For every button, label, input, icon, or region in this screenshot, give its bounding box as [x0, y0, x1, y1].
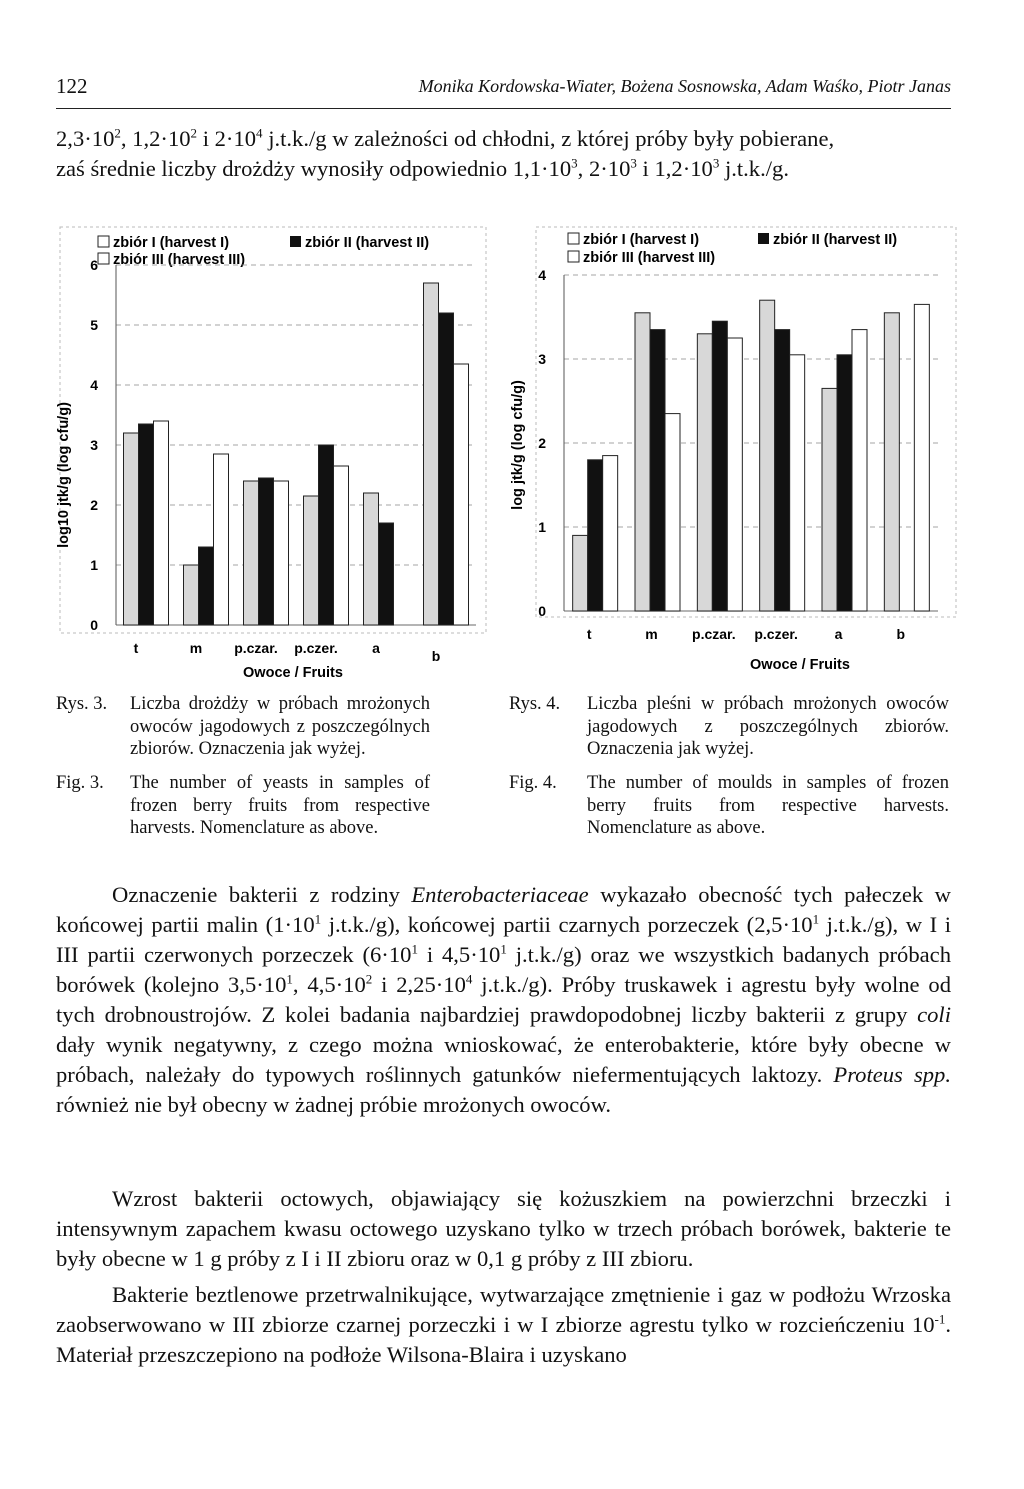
bar-m-harvest3: [214, 454, 229, 625]
bar-p.czar.-harvest2: [712, 321, 727, 611]
body-text: również nie był obecny w żadnej próbie mrożonych owoców.: [56, 1092, 612, 1117]
body-text: Bakterie beztlenowe przetrwalnikujące, wytwarzające zmętnienie i gaz w podłożu Wrzoska zaobserwowano w III zbiorze czarnej porzeczki i w I zbiorze agrestu tylko w rozcieńczeniu 10: [56, 1282, 951, 1337]
bar-p.czar.-harvest1: [697, 334, 712, 611]
intro-text: 2,3·10: [56, 126, 115, 151]
bar-a-harvest3: [852, 330, 867, 611]
bar-p.czar.-harvest3: [727, 338, 742, 611]
gridlines: [116, 265, 476, 625]
running-head-authors: Monika Kordowska-Wiater, Bożena Sosnowska, Adam Waśko, Piotr Janas: [418, 76, 951, 96]
y-tick-label: 2: [90, 497, 98, 513]
legend-swatch-harvest2: [758, 233, 769, 244]
bar-p.czer.-harvest1: [304, 496, 319, 625]
intro-sup: 3: [571, 155, 578, 171]
body-text: j.t.k./g) oraz we wszystkich badanych próbach borówek (kolejno 3,5·10: [56, 942, 952, 997]
bar-p.czer.-harvest1: [760, 300, 775, 611]
body-sup: 1: [411, 941, 418, 957]
caption-text: Liczba drożdży w próbach mrożonych owoców jagodowych z poszczególnych zbiorów. Oznaczenia jak wyżej.: [130, 694, 430, 759]
body-sup: 4: [465, 971, 473, 987]
x-tick-label: p.czer.: [294, 640, 338, 656]
body-text: dały wynik negatywny, z czego można wnioskować, że enterobakterie, które były obecne w próbach, należały do typowych roślinnych gatunków niefermentujących laktozy.: [56, 1032, 951, 1087]
y-tick-label: 1: [538, 519, 546, 535]
y-tick-labels: [538, 267, 546, 619]
y-tick-label: 5: [90, 317, 98, 333]
caption-label: Rys. 3.: [56, 694, 108, 714]
legend-swatch-harvest2: [290, 236, 301, 247]
legend-swatch-harvest3: [568, 251, 579, 262]
x-tick-label: p.czar.: [234, 640, 278, 656]
page-number: 122: [56, 74, 88, 98]
caption-label: Rys. 4.: [509, 694, 561, 714]
body-italic: Proteus spp.: [833, 1062, 951, 1087]
intro-sup: 3: [630, 155, 637, 171]
y-tick-label: 1: [90, 557, 98, 573]
body-italic: coli: [917, 1002, 951, 1027]
bar-m-harvest3: [665, 414, 680, 611]
bar-t-harvest1: [573, 535, 588, 611]
x-tick-label: m: [189, 640, 203, 656]
bar-p.czer.-harvest3: [334, 466, 349, 625]
body-paragraph-3: [56, 1280, 951, 1370]
bar-p.czar.-harvest3: [274, 481, 289, 625]
caption-text: The number of yeasts in samples of frozen berry fruits from respective harvests. Nomenclature as above.: [130, 773, 430, 838]
intro-text: i 2·10: [197, 126, 257, 151]
body-paragraph-1: [56, 880, 951, 1120]
body-text: j.t.k./g), w I i III partii czerwonych porzeczek (6·10: [56, 912, 951, 967]
bar-t-harvest3: [603, 456, 618, 611]
x-tick-label: b: [896, 626, 906, 642]
bar-a-harvest1: [364, 493, 379, 625]
bar-m-harvest1: [184, 565, 199, 625]
y-tick-label: 0: [538, 603, 546, 619]
mould-chart: [500, 225, 960, 685]
mould-chart-svg: [500, 225, 960, 685]
body-text: wykazało obecność tych pałeczek w końcowej partii malin (1·10: [56, 882, 951, 937]
intro-sup: 2: [114, 125, 121, 141]
y-tick-label: 6: [90, 257, 98, 273]
x-axis-label: Owoce / Fruits: [750, 657, 850, 673]
y-axis-label: log jtk/g (log cfu/g): [510, 380, 526, 510]
bar-t-harvest1: [124, 433, 139, 625]
intro-text: , 2·10: [577, 156, 631, 181]
caption-text: The number of moulds in samples of frozen berry fruits from respective harvests. Nomenclature as above.: [587, 773, 949, 838]
y-axis-label: log10 jtk/g (log cfu/g): [56, 402, 72, 548]
legend-label-harvest3: zbiór III (harvest III): [113, 252, 246, 268]
bar-m-harvest1: [635, 313, 650, 611]
bars: [124, 283, 469, 625]
page-header: [56, 74, 951, 109]
bar-t-harvest2: [588, 460, 603, 611]
x-tick-label: b: [431, 648, 441, 664]
legend-label-harvest2: zbiór II (harvest II): [773, 232, 898, 248]
body-text: Oznaczenie bakterii z rodziny: [112, 882, 412, 907]
body-text: j.t.k./g), końcowej partii czarnych porzeczek (2,5·10: [321, 912, 813, 937]
y-tick-label: 4: [538, 267, 546, 283]
body-sup: 1: [500, 941, 507, 957]
x-axis-label: Owoce / Fruits: [243, 665, 343, 681]
body-sup: -1: [934, 1311, 946, 1327]
y-tick-label: 2: [538, 435, 546, 451]
legend-swatch-harvest1: [98, 236, 109, 247]
y-tick-label: 3: [90, 437, 98, 453]
legend-swatch-harvest1: [568, 233, 579, 244]
bar-m-harvest2: [199, 547, 214, 625]
x-tick-label: a: [834, 626, 843, 642]
bar-t-harvest2: [139, 424, 154, 625]
x-tick-labels: [134, 640, 441, 664]
bar-b-harvest1: [424, 283, 439, 625]
bar-p.czar.-harvest2: [259, 478, 274, 625]
body-sup: 1: [314, 911, 322, 927]
y-tick-label: 3: [538, 351, 546, 367]
fig3-caption-pl: [56, 693, 496, 763]
yeast-chart-svg: [50, 225, 490, 685]
x-tick-label: t: [586, 626, 592, 642]
body-sup: 1: [812, 911, 820, 927]
x-tick-label: t: [133, 640, 139, 656]
body-sup: 1: [286, 971, 293, 987]
fig4-caption-en: [509, 772, 959, 842]
body-text: j.t.k./g). Próby truskawek i agrestu były wolne od tych drobnoustrojów. Z kolei badania najbardziej prawdopodobnej liczby bakterii z grupy: [56, 972, 951, 1027]
body-paragraph-2: Wzrost bakterii octowych, objawiający się kożuszkiem na powierzchni brzeczki i intensywnym zapachem kwasu octowego uzyskano tylko w trzech próbach borówek, bakterie te były obecne w 1 g próby z I i II zbioru oraz w 0,1 g próby z III zbioru.: [56, 1186, 951, 1271]
bar-a-harvest1: [822, 388, 837, 611]
legend-label-harvest2: zbiór II (harvest II): [305, 235, 430, 251]
legend-label-harvest1: zbiór I (harvest I): [113, 235, 230, 251]
body-text: i 2,25·10: [372, 972, 466, 997]
fig4-caption-pl: [509, 693, 959, 763]
intro-text: j.t.k./g w zależności od chłodni, z której próby były pobierane,: [262, 126, 835, 151]
y-tick-label: 0: [90, 617, 98, 633]
y-tick-labels: [90, 257, 98, 633]
body-text: i 4,5·10: [417, 942, 501, 967]
caption-label: Fig. 3.: [56, 773, 104, 793]
intro-text: i 1,2·10: [636, 156, 713, 181]
x-tick-label: a: [372, 640, 380, 656]
intro-text: zaś średnie liczby drożdży wynosiły odpowiednio 1,1·10: [56, 156, 572, 181]
body-sup: 2: [365, 971, 373, 987]
intro-sup: 4: [256, 125, 263, 141]
caption-label: Fig. 4.: [509, 773, 557, 793]
legend-label-harvest1: zbiór I (harvest I): [583, 232, 700, 248]
body-text: . Materiał przeszczepiono na podłoże Wilsona-Blaira i uzyskano: [56, 1312, 951, 1367]
body-text: , 4,5·10: [292, 972, 366, 997]
bar-b-harvest3: [454, 364, 469, 625]
intro-sup: 2: [190, 125, 198, 141]
x-tick-label: p.czar.: [692, 626, 736, 642]
bar-a-harvest2: [379, 523, 394, 625]
legend-swatch-harvest3: [98, 253, 109, 264]
x-tick-label: p.czer.: [754, 626, 798, 642]
body-italic: Enterobacteriaceae: [411, 882, 589, 907]
gridlines: [564, 275, 938, 611]
bar-p.czer.-harvest3: [790, 355, 805, 611]
bar-b-harvest2: [439, 313, 454, 625]
bar-b-harvest1: [884, 313, 899, 611]
intro-text: j.t.k./g.: [719, 156, 789, 181]
bar-p.czer.-harvest2: [319, 445, 334, 625]
yeast-chart: [50, 225, 490, 685]
x-tick-labels: [587, 626, 905, 642]
legend-label-harvest3: zbiór III (harvest III): [583, 250, 716, 266]
bars: [573, 300, 930, 611]
intro-paragraph: [56, 124, 951, 184]
bar-a-harvest2: [837, 355, 852, 611]
bar-t-harvest3: [154, 421, 169, 625]
bar-m-harvest2: [650, 330, 665, 611]
intro-sup: 3: [712, 155, 720, 171]
bar-p.czar.-harvest1: [244, 481, 259, 625]
y-tick-label: 4: [90, 377, 98, 393]
bar-b-harvest3: [914, 304, 929, 611]
caption-text: Liczba pleśni w próbach mrożonych owoców jagodowych z poszczególnych zbiorów. Oznaczenia jak wyżej.: [587, 694, 949, 759]
x-tick-label: m: [645, 626, 658, 642]
bar-p.czer.-harvest2: [775, 330, 790, 611]
fig3-caption-en: [56, 772, 496, 842]
intro-text: , 1,2·10: [120, 126, 191, 151]
